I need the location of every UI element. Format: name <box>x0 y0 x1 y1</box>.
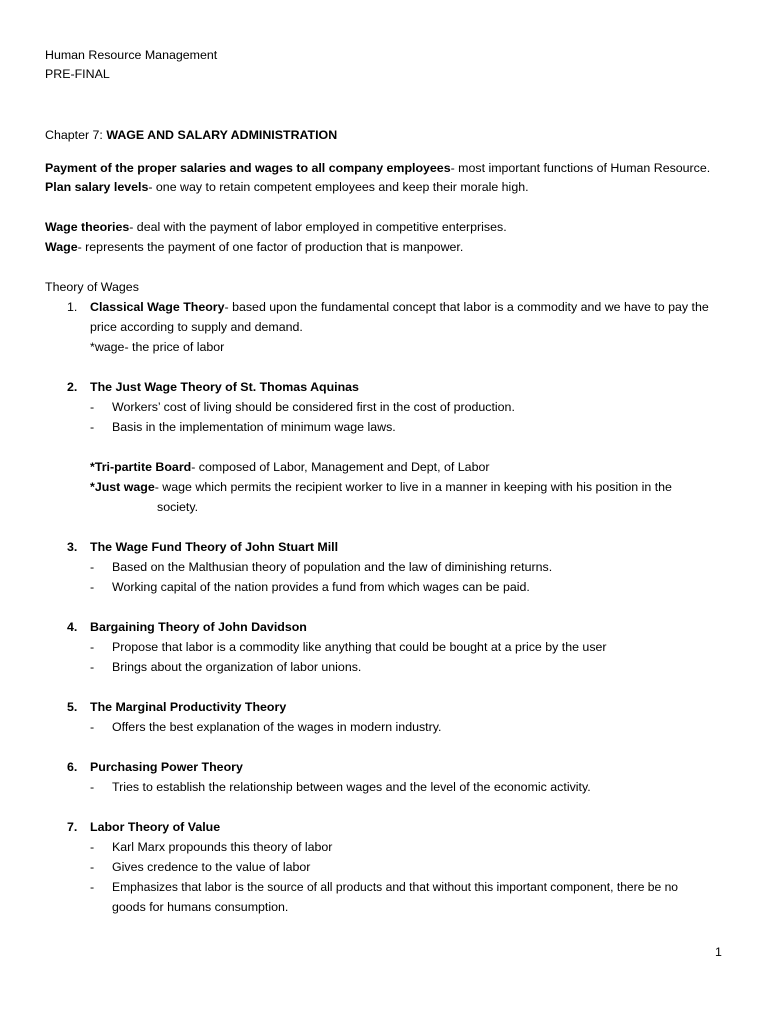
course-title: Human Resource Management <box>45 48 218 62</box>
bullet-text: Brings about the organization of labor unions. <box>112 660 362 674</box>
definition-line <box>90 477 672 497</box>
theory-note: *wage- the price of labor <box>90 340 225 354</box>
theory-number: 3. <box>67 540 78 554</box>
bullet-dash: - <box>90 840 95 854</box>
page-number: 1 <box>715 945 722 959</box>
bullet-text: Working capital of the nation provides a fund from which wages can be paid. <box>112 580 530 594</box>
bullet-dash: - <box>90 860 95 874</box>
theory-title: Bargaining Theory of John Davidson <box>90 620 307 634</box>
definition-cont: society. <box>157 500 199 514</box>
intro-term: Wage theories <box>45 220 130 234</box>
intro-term: Wage <box>45 240 78 254</box>
chapter-prefix: Chapter 7: <box>45 128 107 142</box>
theory-title: The Just Wage Theory of St. Thomas Aquinas <box>90 380 359 394</box>
theory-title: Labor Theory of Value <box>90 820 221 834</box>
theory-title: Purchasing Power Theory <box>90 760 243 774</box>
bullet-text: Offers the best explanation of the wages in modern industry. <box>112 720 442 734</box>
definition-term: *Just wage <box>90 480 155 494</box>
bullet-text: Tries to establish the relationship between wages and the level of the economic activity. <box>112 780 591 794</box>
bullet-text-cont: goods for humans consumption. <box>112 900 289 914</box>
section-title: Theory of Wages <box>45 280 139 294</box>
theory-title: The Marginal Productivity Theory <box>90 700 287 714</box>
bullet-dash: - <box>90 420 95 434</box>
bullet-dash: - <box>90 660 95 674</box>
intro-term: Payment of the proper salaries and wages to all company employees <box>45 161 451 175</box>
bullet-text: Based on the Malthusian theory of population and the law of diminishing returns. <box>112 560 553 574</box>
definition-text: - composed of Labor, Management and Dept, of Labor <box>191 460 490 474</box>
theory-title: The Wage Fund Theory of John Stuart Mill <box>90 540 339 554</box>
intro-text: - one way to retain competent employees and keep their morale high. <box>148 180 529 194</box>
bullet-dash: - <box>90 400 95 414</box>
bullet-text: Emphasizes that labor is the source of all products and that without this important component, there be no <box>112 880 679 894</box>
intro-line <box>45 158 710 178</box>
definition-text: - wage which permits the recipient worker to live in a manner in keeping with his position in the <box>154 480 672 494</box>
theory-number: 1. <box>67 300 78 314</box>
intro-line <box>45 177 529 197</box>
intro-text: - most important functions of Human Resource. <box>450 161 711 175</box>
chapter-heading <box>45 125 337 145</box>
intro-text: - represents the payment of one factor of production that is manpower. <box>77 240 464 254</box>
definition-line <box>90 457 489 477</box>
theory-number: 7. <box>67 820 78 834</box>
bullet-text: Workers’ cost of living should be considered first in the cost of production. <box>112 400 515 414</box>
bullet-text: Basis in the implementation of minimum wage laws. <box>112 420 396 434</box>
theory-number: 4. <box>67 620 78 634</box>
bullet-dash: - <box>90 880 95 894</box>
bullet-text: Propose that labor is a commodity like anything that could be bought at a price by the user <box>112 640 607 654</box>
bullet-text: Gives credence to the value of labor <box>112 860 311 874</box>
intro-line <box>45 237 463 257</box>
intro-line <box>45 217 507 237</box>
theory-desc-cont: price according to supply and demand. <box>90 320 303 334</box>
bullet-dash: - <box>90 720 95 734</box>
theory-title: Classical Wage Theory <box>90 300 225 314</box>
intro-text: - deal with the payment of labor employed in competitive enterprises. <box>129 220 507 234</box>
term-label: PRE-FINAL <box>45 67 110 81</box>
bullet-dash: - <box>90 780 95 794</box>
theory-number: 2. <box>67 380 78 394</box>
theory-line <box>90 297 709 317</box>
definition-term: *Tri-partite Board <box>90 460 192 474</box>
theory-desc: - based upon the fundamental concept that labor is a commodity and we have to pay the <box>224 300 709 314</box>
theory-number: 6. <box>67 760 78 774</box>
bullet-dash: - <box>90 580 95 594</box>
chapter-title: WAGE AND SALARY ADMINISTRATION <box>106 128 338 142</box>
bullet-dash: - <box>90 640 95 654</box>
bullet-text: Karl Marx propounds this theory of labor <box>112 840 333 854</box>
theory-number: 5. <box>67 700 78 714</box>
bullet-dash: - <box>90 560 95 574</box>
intro-term: Plan salary levels <box>45 180 149 194</box>
